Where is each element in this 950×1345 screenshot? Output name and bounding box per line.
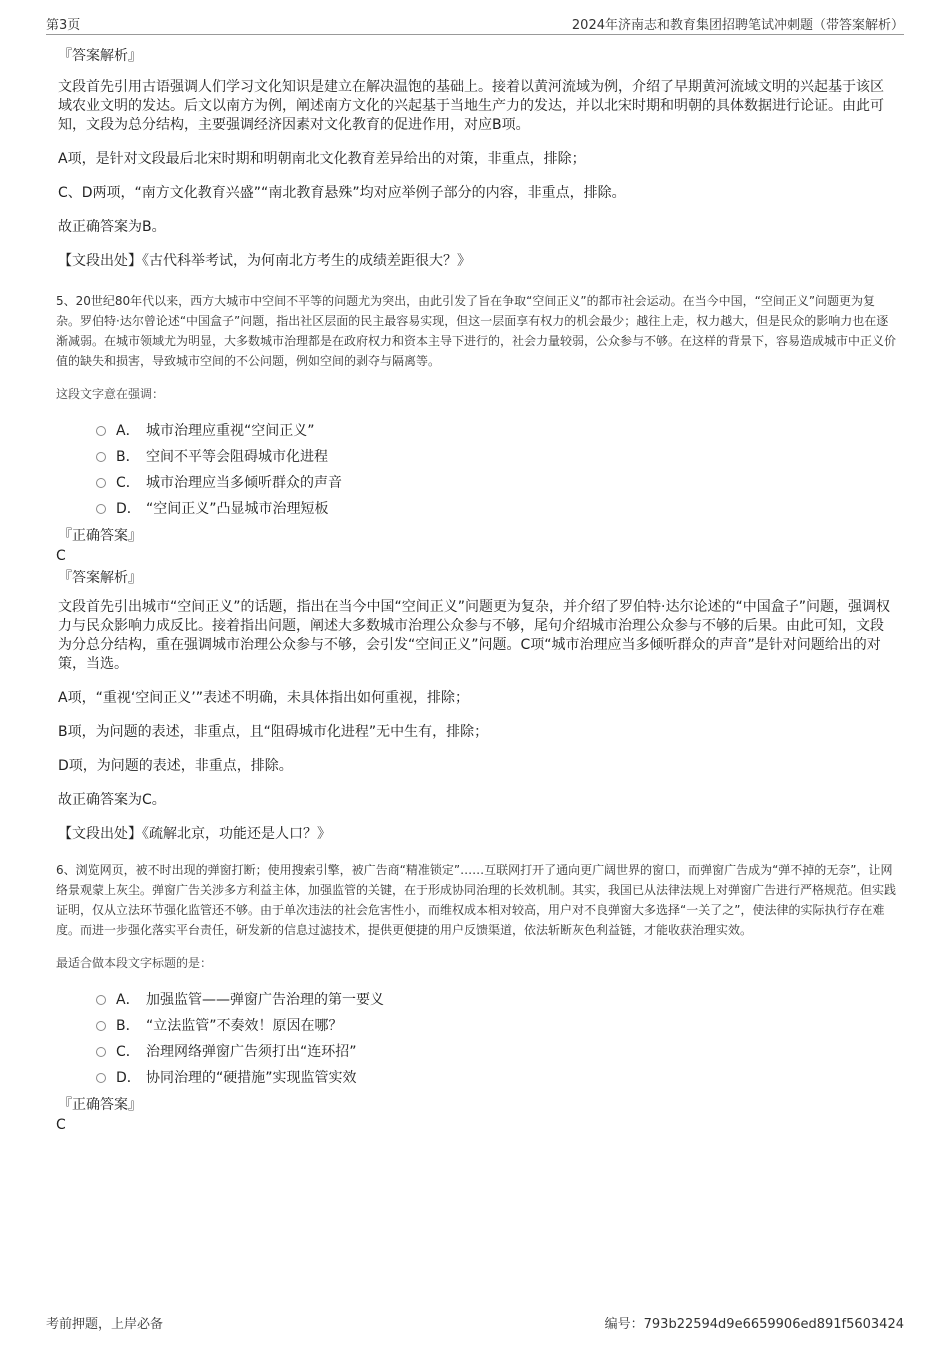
radio-icon[interactable] [96, 1021, 106, 1031]
document-title: 2024年济南志和教育集团招聘笔试冲刺题（带答案解析） [571, 18, 904, 33]
note-option-b: B项，为问题的表述，非重点，且“阻碍城市化进程”无中生有，排除； [58, 724, 489, 740]
radio-icon[interactable] [96, 1047, 106, 1057]
option-b[interactable]: B． “立法监管”不奏效！原因在哪？ [96, 1013, 896, 1039]
main-content [56, 44, 896, 1135]
radio-icon[interactable] [96, 452, 106, 462]
question-text: 5、20世纪80年代以来，西方大城市中空间不平等的问题尤为突出，由此引发了旨在争取“空间正义”的都市社会运动。在当今中国，“空间正义”问题更为复杂。罗伯特·达尔曾论述“中国盒子”问题，指出社区层面的民主最容易实现，但这一层面享有权力的机会最少；越往上走，权力越大，但是民众的影响力也在逐渐减弱。在城市领域尤为明显，大多数城市治理都是在政府权力和资本主导下进行的，社会力量较弱，公众参与不够。在这样的背景下，容易造成城市中正义价值的缺失和损害，导致城市空间的不公问题，例如空间的剥夺与隔离等。 [56, 294, 897, 368]
option-a[interactable]: A． 加强监管——弹窗广告治理的第一要义 [96, 987, 896, 1013]
question-text: 6、浏览网页，被不时出现的弹窗打断；使用搜索引擎，被广告商“精准锁定”……互联网打开了通向更广阔世界的窗口，而弹窗广告成为“弹不掉的无奈”，让网络景观蒙上灰尘。弹窗广告关涉多方利益主体，加强监管的关键，在于形成协同治理的长效机制。其实，我国已从法律法规上对弹窗广告进行严格规范。但实践证明，仅从立法环节强化监管还不够。由于单次违法的社会危害性小，而维权成本相对较高，用户对不良弹窗大多选择“一关了之”，使法律的实际执行存在难度。而进一步强化落实平台责任，研发新的信息过滤技术，提供更便捷的用户反馈渠道，依法斩断灰色利益链，才能收获治理实效。 [56, 863, 897, 937]
footer-slogan: 考前押题，上岸必备 [46, 1317, 164, 1332]
option-b[interactable]: B． 空间不平等会阻碍城市化进程 [96, 444, 896, 470]
option-c[interactable]: C． 城市治理应当多倾听群众的声音 [96, 470, 896, 496]
note-option-a: A项，是针对文段最后北宋时期和明朝南北文化教育差异给出的对策，非重点，排除； [58, 151, 586, 167]
option-list [96, 418, 896, 522]
option-d[interactable]: D． “空间正义”凸显城市治理短板 [96, 496, 896, 522]
analysis-label: 『答案解析』 [58, 570, 142, 586]
analysis-text: 文段首先引用古语强调人们学习文化知识是建立在解决温饱的基础上。接着以黄河流域为例，介绍了早期黄河流域文明的兴起基于该区域农业文明的发达。后文以南方为例，阐述南方文化的兴起基于当地生产力的发达，并以北宋时期和明朝的具体数据进行论证。由此可知，文段为总分结构，主要强调经济因素对文化教育的促进作用，对应B项。 [58, 79, 884, 133]
answer-value: C [56, 1117, 66, 1133]
question-stem: 最适合做本段文字标题的是： [56, 956, 213, 970]
page-number: 第3页 [46, 18, 81, 33]
radio-icon[interactable] [96, 995, 106, 1005]
radio-icon[interactable] [96, 426, 106, 436]
option-list [96, 987, 896, 1091]
radio-icon[interactable] [96, 1073, 106, 1083]
source-citation: 【文段出处】《古代科举考试，为何南北方考生的成绩差距很大？》 [58, 253, 471, 269]
note-option-cd: C、D两项，“南方文化教育兴盛”“南北教育悬殊”均对应举例子部分的内容，非重点，排除。 [58, 185, 626, 201]
analysis-label: 『答案解析』 [58, 48, 142, 64]
conclusion: 故正确答案为C。 [58, 792, 166, 808]
note-option-d: D项，为问题的表述，非重点，排除。 [58, 758, 293, 774]
page-footer [46, 1313, 904, 1331]
option-d[interactable]: D． 协同治理的“硬措施”实现监管实效 [96, 1065, 896, 1091]
radio-icon[interactable] [96, 504, 106, 514]
option-c[interactable]: C． 治理网络弹窗广告须打出“连环招” [96, 1039, 896, 1065]
document-id: 编号：793b22594d9e6659906ed891f5603424 [604, 1317, 904, 1332]
note-option-a: A项，“重视‘空间正义’”表述不明确，未具体指出如何重视，排除； [58, 690, 469, 706]
answer-label: 『正确答案』 [58, 1097, 142, 1113]
answer-value: C [56, 548, 66, 564]
question-5 [56, 291, 896, 844]
question-6 [56, 860, 896, 1135]
radio-icon[interactable] [96, 478, 106, 488]
option-a[interactable]: A． 城市治理应重视“空间正义” [96, 418, 896, 444]
question-stem: 这段文字意在强调： [56, 387, 165, 401]
source-citation: 【文段出处】《疏解北京，功能还是人口？》 [58, 826, 331, 842]
answer-label: 『正确答案』 [58, 528, 142, 544]
analysis-text: 文段首先引出城市“空间正义”的话题，指出在当今中国“空间正义”问题更为复杂，并介绍了罗伯特·达尔论述的“中国盒子”问题，强调权力与民众影响力成反比。接着指出问题，阐述大多数城市治理公众参与不够，尾句介绍城市治理公众参与不够的后果。由此可知，文段为分总分结构，重在强调城市治理公众参与不够，会引发“空间正义”问题。C项“城市治理应当多倾听群众的声音”是针对问题给出的对策，当选。 [58, 599, 890, 672]
conclusion: 故正确答案为B。 [58, 219, 166, 235]
page-header [46, 14, 904, 35]
